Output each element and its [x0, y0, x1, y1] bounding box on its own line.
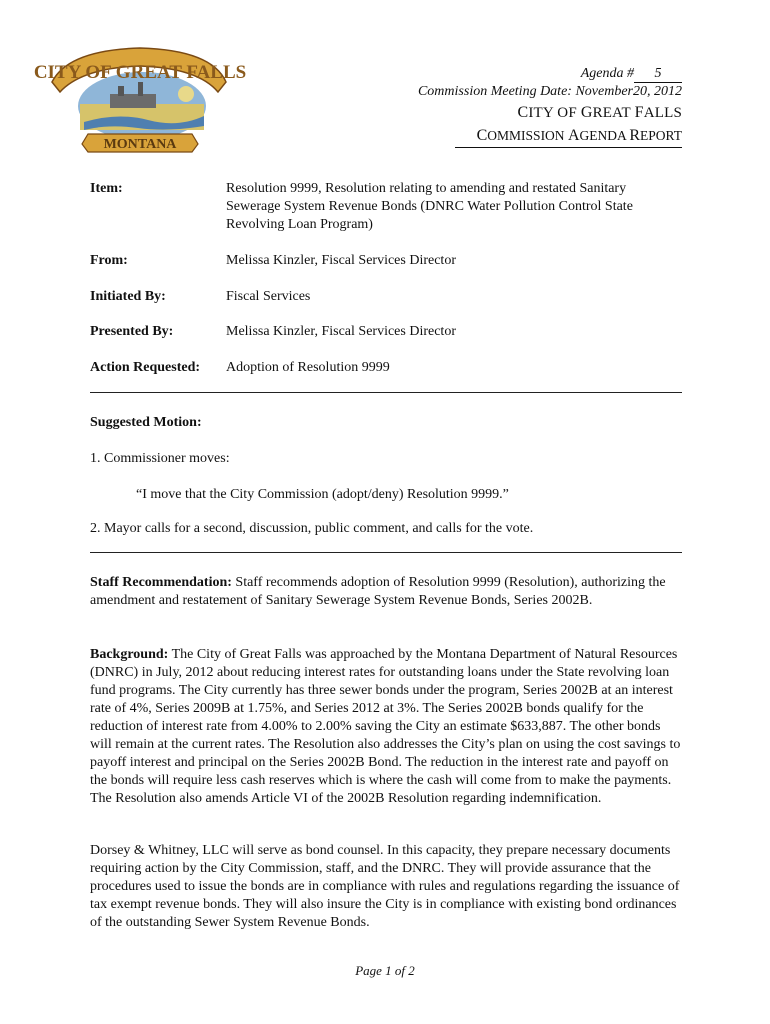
logo-top-text: CITY OF GREAT FALLS: [33, 62, 247, 83]
initiated-value: Fiscal Services: [226, 289, 311, 304]
report-title-c: C: [476, 127, 488, 144]
from-label: From:: [90, 253, 128, 268]
item-label: Item:: [90, 181, 123, 196]
staff-recommendation: [90, 574, 682, 610]
report-title: [477, 127, 682, 145]
report-title-a: A: [567, 127, 580, 144]
section-divider-2: [90, 552, 682, 553]
city-title: [517, 104, 682, 122]
city-title-c: C: [517, 104, 529, 121]
bond-counsel-paragraph: Dorsey & Whitney, LLC will serve as bond counsel. In this capacity, they prepare necessary documents requiring action by the City Commission, staff, and the DNRC. They will provide assurance that the procedures used to issue the bonds are in compliance with rules and regulations regarding the issuance of tax exempt revenue bonds. They will also insure the City is in compliance with existing bond ordinances of the outstanding Sewer System Revenue Bonds.: [90, 843, 680, 930]
from-value: Melissa Kinzler, Fiscal Services Director: [226, 253, 456, 268]
city-title-g: G: [580, 104, 593, 121]
presented-value: Melissa Kinzler, Fiscal Services Director: [226, 324, 456, 339]
report-title-part2: GENDA: [579, 128, 630, 143]
logo-bottom-text: MONTANA: [103, 137, 177, 152]
city-title-part1: ITY OF: [528, 105, 581, 121]
city-title-part2: REAT: [592, 105, 635, 121]
presented-label: Presented By:: [90, 324, 174, 339]
item-value: Resolution 9999, Resolution relating to amending and restated Sanitary Sewerage System Revenue Bonds (DNRC Water Pollution Control State Revolving Loan Program): [226, 181, 633, 232]
background-label: Background:: [90, 647, 169, 662]
motion-step-2: 2. Mayor calls for a second, discussion, public comment, and calls for the vote.: [90, 521, 534, 536]
background-paragraph: [90, 646, 682, 808]
agenda-number-line: [581, 66, 682, 83]
staff-label: Staff Recommendation:: [90, 575, 232, 590]
city-logo: [33, 42, 247, 152]
agenda-number: 5: [634, 66, 682, 83]
header-divider: [455, 147, 682, 148]
action-value: Adoption of Resolution 9999: [226, 360, 390, 375]
page-number: Page 1 of 2: [355, 963, 415, 978]
motion-quote: “I move that the City Commission (adopt/deny) Resolution 9999.”: [136, 487, 509, 502]
initiated-label: Initiated By:: [90, 289, 166, 304]
section-divider-1: [90, 392, 682, 393]
motion-step-1: 1. Commissioner moves:: [90, 451, 230, 466]
background-text: The City of Great Falls was approached by the Montana Department of Natural Resources (DNRC) in July, 2012 about reducing interest rates for outstanding loans under the State revolving loan fund programs. The City currently has three sewer bonds under the program, Series 2002B at an interest rate of 4%, Series 2009B at 1.75%, and Series 2012 at 3%. The Series 2002B bonds qualify for the reduction of interest rate from 4.00% to 2.00% saving the City an estimate $633,887. The other bonds will remain at the current rates. The Resolution also addresses the City’s plan on using the cost savings to payoff interest and principal on the Series 2002B Bond. The reduction in the interest rate and payoff on the bonds will require less cash reserves which is where the cash will come from to make the payments. The Resolution also amends Article VI of the 2002B Resolution regarding indemnification.: [90, 647, 681, 806]
city-title-f: F: [634, 104, 644, 121]
motion-heading: Suggested Motion:: [90, 415, 202, 430]
staff-text: Staff recommends adoption of Resolution 9999 (Resolution), authorizing the amendment and restatement of Sanitary Sewerage System Revenue Bonds, Series 2002B.: [90, 575, 666, 608]
report-title-part3: EPORT: [640, 128, 682, 143]
report-title-r: R: [629, 127, 641, 144]
meeting-date: Commission Meeting Date: November20, 2012: [417, 84, 682, 99]
agenda-label: Agenda #: [580, 66, 634, 81]
report-title-part1: OMMISSION: [487, 128, 568, 143]
city-title-part3: ALLS: [643, 105, 682, 121]
action-label: Action Requested:: [90, 360, 201, 375]
